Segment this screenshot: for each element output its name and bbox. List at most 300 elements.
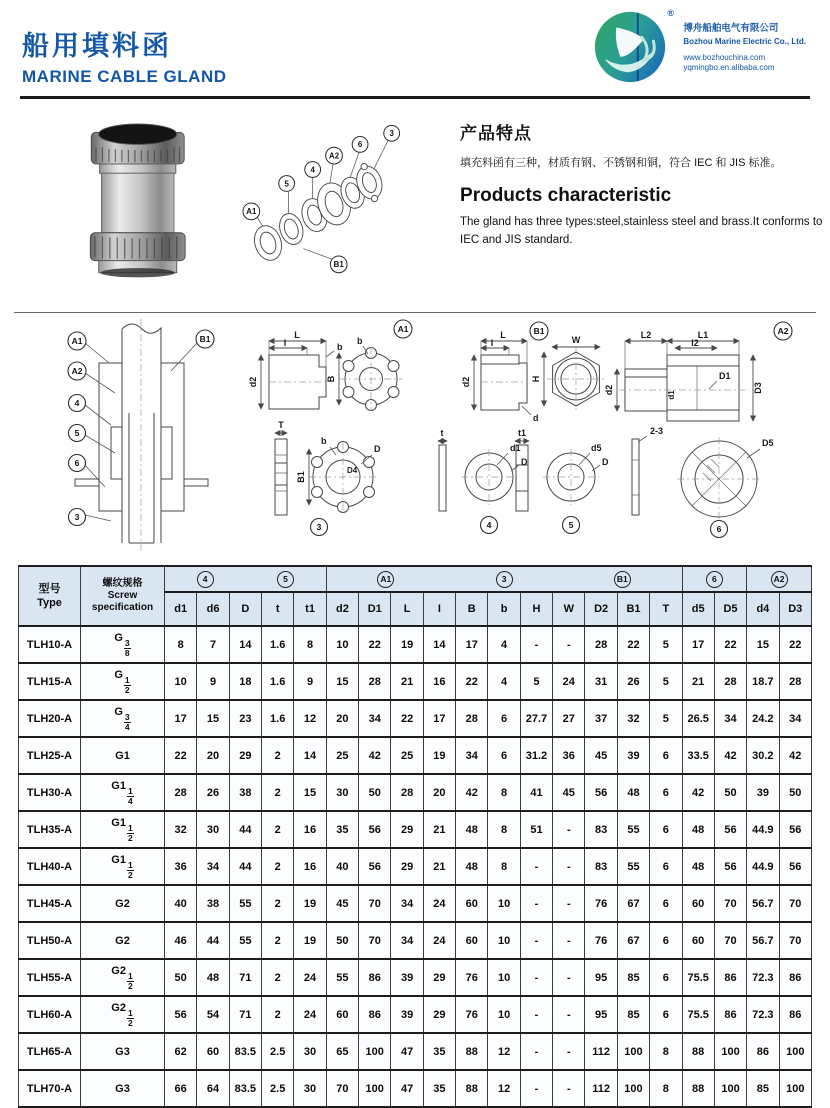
value-cell: 55 [326,959,358,996]
group-header-a2 [747,566,812,592]
svg-text:6: 6 [74,458,80,468]
value-cell: 10 [488,922,520,959]
value-cell: 50 [714,774,746,811]
page-header [0,0,830,96]
dim-label: d5 [591,443,602,453]
dim-label: d1 [667,390,676,400]
value-cell: 15 [326,663,358,700]
screw-spec-cell: G1 [81,737,165,774]
value-cell: 50 [326,922,358,959]
group-header-4-5 [165,566,327,592]
value-cell: 112 [585,1070,617,1107]
value-cell: 60 [682,885,714,922]
value-cell: 17 [682,626,714,663]
value-cell: 25 [391,737,423,774]
value-cell: 36 [165,848,197,885]
value-cell: 6 [650,737,682,774]
exploded-view [229,113,420,293]
value-cell: 22 [714,626,746,663]
value-cell: 30 [294,1033,326,1070]
table-row [19,663,812,700]
callout-A2 [68,362,86,380]
logo-globe-icon [591,8,669,86]
screw-spec-cell: G $\frac{3}{4}$ [81,700,165,737]
value-cell: 6 [650,996,682,1033]
value-cell: 22 [617,626,649,663]
company-logo [591,8,808,86]
value-cell: 2 [262,996,294,1033]
detail-4 [438,428,528,534]
svg-text:B1: B1 [334,260,345,270]
value-cell: 48 [456,811,488,848]
value-cell: 5 [650,626,682,663]
callout-3 [311,519,328,536]
value-cell: 12 [488,1033,520,1070]
detail-5 [515,428,609,534]
value-cell: 29 [423,959,455,996]
value-cell: 17 [423,700,455,737]
value-cell: 32 [165,811,197,848]
company-name-en: Bozhou Marine Electric Co., Ltd. [683,36,806,46]
screw-spec-cell: G1 $\frac{1}{2}$ [81,848,165,885]
value-cell: 24 [423,885,455,922]
value-cell: 8 [294,626,326,663]
value-cell: 86 [714,996,746,1033]
circled-6: 6 [706,571,723,588]
value-cell: 35 [423,1033,455,1070]
value-cell: 88 [682,1070,714,1107]
value-cell: - [553,885,585,922]
value-cell: 70 [359,922,391,959]
value-cell: 26.5 [682,700,714,737]
value-cell: 67 [617,885,649,922]
value-cell: 100 [714,1033,746,1070]
value-cell: 34 [391,922,423,959]
svg-text:A1: A1 [71,336,83,346]
value-cell: 60 [326,996,358,1033]
value-cell: 30 [294,1070,326,1107]
value-cell: 21 [423,811,455,848]
value-cell: 100 [359,1033,391,1070]
value-cell: 18.7 [747,663,779,700]
value-cell: 28 [359,663,391,700]
value-cell: 88 [682,1033,714,1070]
value-cell: 46 [165,922,197,959]
column-header-t1: t1 [294,592,326,626]
value-cell: 4 [488,626,520,663]
value-cell: 40 [165,885,197,922]
value-cell: 95 [585,996,617,1033]
value-cell: 48 [682,848,714,885]
value-cell: - [553,848,585,885]
value-cell: 83.5 [229,1033,261,1070]
value-cell: 24 [294,959,326,996]
value-cell: 60 [197,1033,229,1070]
callout-4 [305,162,321,178]
screw-spec-cell: G2 $\frac{1}{2}$ [81,996,165,1033]
value-cell: 50 [779,774,811,811]
type-cell: TLH50-A [19,922,81,959]
value-cell: 71 [229,959,261,996]
type-cell: TLH15-A [19,663,81,700]
value-cell: 6 [650,922,682,959]
value-cell: 45 [326,885,358,922]
dim-label: b [357,336,363,346]
value-cell: 55 [617,848,649,885]
callout-B1 [331,256,348,273]
value-cell: 64 [197,1070,229,1107]
value-cell: 36 [553,737,585,774]
value-cell: 30 [197,811,229,848]
value-cell: 42 [682,774,714,811]
value-cell: 9 [294,663,326,700]
value-cell: 14 [294,737,326,774]
dim-label: B1 [296,471,306,483]
value-cell: 21 [423,848,455,885]
callout-A1 [394,320,412,338]
value-cell: 6 [650,885,682,922]
dim-label: L1 [697,330,709,340]
features-block [460,113,830,304]
value-cell: 12 [488,1070,520,1107]
table-row [19,922,812,959]
assembly-drawing [68,319,214,551]
dim-label: D [374,444,381,454]
screw-spec-cell: G3 [81,1033,165,1070]
page-title-en: MARINE CABLE GLAND [22,67,227,86]
screw-spec-cell: G2 [81,922,165,959]
value-cell: 28 [714,663,746,700]
svg-text:4: 4 [74,398,80,408]
column-header-B: B [456,592,488,626]
dim-label: L2 [640,330,652,340]
value-cell: 86 [779,959,811,996]
value-cell: - [520,848,552,885]
value-cell: 83 [585,811,617,848]
svg-text:5: 5 [568,520,574,530]
table-row [19,885,812,922]
table-row [19,848,812,885]
value-cell: 76 [585,922,617,959]
value-cell: 8 [650,1033,682,1070]
callout-5 [563,517,580,534]
value-cell: 8 [488,774,520,811]
value-cell: 1.6 [262,700,294,737]
value-cell: - [520,1070,552,1107]
callout-5 [279,176,295,192]
value-cell: 85 [617,959,649,996]
value-cell: 42 [779,737,811,774]
company-url-1: www.bozhouchina.com [683,52,766,62]
value-cell: 34 [714,700,746,737]
svg-text:4: 4 [310,165,316,175]
value-cell: 56 [585,774,617,811]
circled-B1: B1 [614,571,631,588]
column-header-D: D [229,592,261,626]
value-cell: 24 [294,996,326,1033]
detail-b1 [461,322,605,423]
value-cell: 31.2 [520,737,552,774]
value-cell: 16 [423,663,455,700]
value-cell: 51 [520,811,552,848]
product-photo [68,113,207,293]
svg-text:B1: B1 [199,334,211,344]
column-header-W: W [553,592,585,626]
value-cell: - [553,1070,585,1107]
value-cell: 2 [262,959,294,996]
svg-text:6: 6 [716,524,722,534]
value-cell: 18 [229,663,261,700]
value-cell: 29 [423,996,455,1033]
value-cell: 12 [294,700,326,737]
type-cell: TLH10-A [19,626,81,663]
spec-table-body [19,626,812,1107]
dim-label: 2-3 [650,426,664,436]
value-cell: 9 [197,663,229,700]
value-cell: 14 [423,626,455,663]
value-cell: 56 [165,996,197,1033]
column-header-L: L [391,592,423,626]
value-cell: 23 [229,700,261,737]
circled-A1: A1 [377,571,394,588]
value-cell: - [553,996,585,1033]
value-cell: 19 [423,737,455,774]
registered-mark: ® [667,8,674,18]
svg-text:5: 5 [74,428,80,438]
dim-label: H [531,375,541,383]
value-cell: 5 [520,663,552,700]
value-cell: - [553,959,585,996]
callout-A1 [68,332,86,350]
table-row [19,1033,812,1070]
value-cell: 100 [779,1070,811,1107]
dim-label: W [571,335,581,345]
company-url-2: yqmingbo.en.alibaba.com [683,62,775,72]
dim-label: l [490,338,494,348]
column-header-D5: D5 [714,592,746,626]
table-row [19,626,812,663]
screw-spec-cell: G $\frac{3}{8}$ [81,626,165,663]
screw-column-header [81,566,165,626]
column-header-D2: D2 [585,592,617,626]
value-cell: 21 [682,663,714,700]
value-cell: 27.7 [520,700,552,737]
value-cell: 44 [197,922,229,959]
value-cell: 75.5 [682,959,714,996]
column-header-t: t [262,592,294,626]
type-cell: TLH55-A [19,959,81,996]
value-cell: 75.5 [682,996,714,1033]
type-cell: TLH25-A [19,737,81,774]
value-cell: 48 [682,811,714,848]
value-cell: 39 [391,996,423,1033]
value-cell: 16 [294,848,326,885]
value-cell: - [553,811,585,848]
value-cell: 29 [391,848,423,885]
value-cell: 86 [359,996,391,1033]
svg-text:A2: A2 [329,151,340,161]
value-cell: 8 [488,811,520,848]
value-cell: 19 [294,922,326,959]
spec-table [18,565,812,1108]
value-cell: 60 [456,885,488,922]
dim-label: D4 [347,466,358,475]
column-header-d1: d1 [165,592,197,626]
value-cell: 76 [585,885,617,922]
value-cell: 8 [650,1070,682,1107]
value-cell: 10 [326,626,358,663]
value-cell: 20 [326,700,358,737]
value-cell: 22 [456,663,488,700]
value-cell: 48 [617,774,649,811]
dim-label: D [521,457,528,467]
type-cell: TLH60-A [19,996,81,1033]
product-section [0,99,830,304]
table-row [19,700,812,737]
value-cell: 71 [229,996,261,1033]
value-cell: 30.2 [747,737,779,774]
svg-text:6: 6 [358,140,363,150]
value-cell: 29 [229,737,261,774]
callout-A2 [774,322,792,340]
callout-B1 [196,330,214,348]
value-cell: 112 [585,1033,617,1070]
column-header-b: b [488,592,520,626]
value-cell: 6 [650,848,682,885]
detail-a2 [604,322,792,421]
features-text-en: The gland has three types:steel,stainless steel and brass.It conforms to IEC and JIS standard. [460,216,823,246]
value-cell: 39 [617,737,649,774]
value-cell: 70 [779,922,811,959]
value-cell: 60 [682,922,714,959]
svg-text:3: 3 [389,129,395,139]
circled-5: 5 [277,571,294,588]
column-header-D3: D3 [779,592,811,626]
value-cell: 2 [262,737,294,774]
value-cell: 37 [585,700,617,737]
value-cell: 27 [553,700,585,737]
svg-text:3: 3 [74,512,80,522]
column-header-d5: d5 [682,592,714,626]
value-cell: - [520,1033,552,1070]
table-row [19,959,812,996]
circled-A2: A2 [771,571,788,588]
value-cell: 31 [585,663,617,700]
callout-A2 [326,147,343,164]
dim-label: T [278,420,284,430]
value-cell: 55 [229,885,261,922]
screw-spec-cell: G2 $\frac{1}{2}$ [81,959,165,996]
type-cell: TLH20-A [19,700,81,737]
value-cell: 26 [197,774,229,811]
value-cell: 56.7 [747,885,779,922]
value-cell: 56 [359,811,391,848]
value-cell: 48 [456,848,488,885]
value-cell: 83.5 [229,1070,261,1107]
dim-label: t [440,428,444,438]
callout-6 [69,455,86,472]
screw-spec-cell: G1 $\frac{1}{2}$ [81,811,165,848]
value-cell: 2 [262,811,294,848]
value-cell: 10 [488,959,520,996]
value-cell: 2 [262,885,294,922]
type-cell: TLH30-A [19,774,81,811]
value-cell: 6 [650,774,682,811]
value-cell: 42 [714,737,746,774]
dim-label: B [326,375,336,383]
table-row [19,737,812,774]
value-cell: 21 [391,663,423,700]
dim-label: d [533,413,539,423]
value-cell: 28 [585,626,617,663]
column-header-B1: B1 [617,592,649,626]
value-cell: 33.5 [682,737,714,774]
value-cell: 100 [617,1033,649,1070]
value-cell: 22 [359,626,391,663]
value-cell: 1.6 [262,626,294,663]
value-cell: 41 [520,774,552,811]
value-cell: 19 [294,885,326,922]
value-cell: 28 [165,774,197,811]
value-cell: 100 [779,1033,811,1070]
value-cell: 10 [165,663,197,700]
value-cell: 2.5 [262,1070,294,1107]
logo-text-block [683,8,806,86]
value-cell: 42 [359,737,391,774]
value-cell: 65 [326,1033,358,1070]
svg-text:A2: A2 [71,366,83,376]
value-cell: 7 [197,626,229,663]
value-cell: 34 [359,700,391,737]
features-heading-en: Products characteristic [460,185,672,206]
value-cell: 19 [391,626,423,663]
svg-text:5: 5 [284,179,290,189]
value-cell: 56 [779,811,811,848]
value-cell: 15 [294,774,326,811]
value-cell: 72.3 [747,996,779,1033]
value-cell: 8 [165,626,197,663]
value-cell: 6 [650,811,682,848]
value-cell: 20 [197,737,229,774]
value-cell: 55 [229,922,261,959]
callout-6 [711,521,728,538]
value-cell: 48 [197,959,229,996]
column-header-d2: d2 [326,592,358,626]
value-cell: 6 [488,737,520,774]
value-cell: 34 [779,700,811,737]
value-cell: 6 [650,959,682,996]
group-header-a1-3-b1 [326,566,682,592]
value-cell: 70 [326,1070,358,1107]
value-cell: 83 [585,848,617,885]
circled-4: 4 [197,571,214,588]
value-cell: 85 [617,996,649,1033]
dim-label: t1 [517,428,527,438]
column-header-T: T [650,592,682,626]
value-cell: 5 [650,700,682,737]
value-cell: 5 [650,663,682,700]
value-cell: 95 [585,959,617,996]
value-cell: 100 [617,1070,649,1107]
value-cell: 56 [779,848,811,885]
value-cell: - [553,1033,585,1070]
callout-4 [69,395,86,412]
value-cell: 88 [456,1033,488,1070]
value-cell: 39 [747,774,779,811]
screw-header-en2: specification [91,602,154,613]
value-cell: - [520,996,552,1033]
value-cell: 100 [714,1070,746,1107]
